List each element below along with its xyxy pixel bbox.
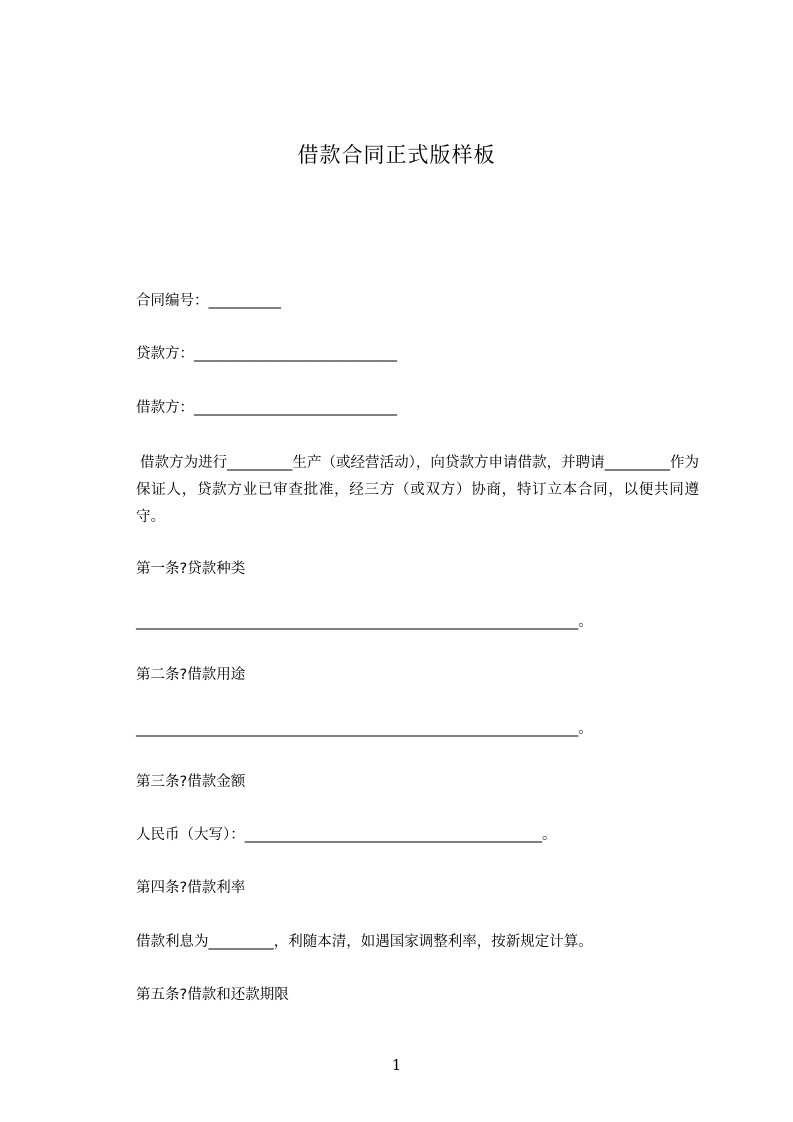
article1-heading: 第一条?贷款种类: [136, 561, 246, 577]
contract-number-line: 合同编号：__________: [136, 293, 281, 309]
article2-blank: _____________________________________________________________。: [136, 721, 593, 737]
article4-text: 借款利息为_________，利随本清，如遇国家调整利率，按新规定计算。: [136, 934, 593, 950]
article2-heading: 第二条?借款用途: [136, 667, 246, 683]
page-number: 1: [391, 1056, 402, 1074]
intro-paragraph: 借款方为进行_________生产（或经营活动），向贷款方申请借款，并聘请_________作为保证人，贷款方业已审查批准，经三方（或双方）协商，特订立本合同，以便共同遵守。: [136, 455, 699, 525]
article5-heading: 第五条?借款和还款期限: [136, 987, 289, 1003]
borrower-line: 借款方：____________________________: [136, 400, 397, 416]
article4-heading: 第四条?借款利率: [136, 880, 246, 896]
document-title: 借款合同正式版样板: [297, 143, 496, 167]
article1-blank: _____________________________________________________________。: [136, 614, 593, 630]
article3-amount: 人民币（大写）：_________________________________________。: [136, 827, 557, 843]
article3-heading: 第三条?借款金额: [136, 774, 246, 790]
lender-line: 贷款方：____________________________: [136, 346, 397, 362]
